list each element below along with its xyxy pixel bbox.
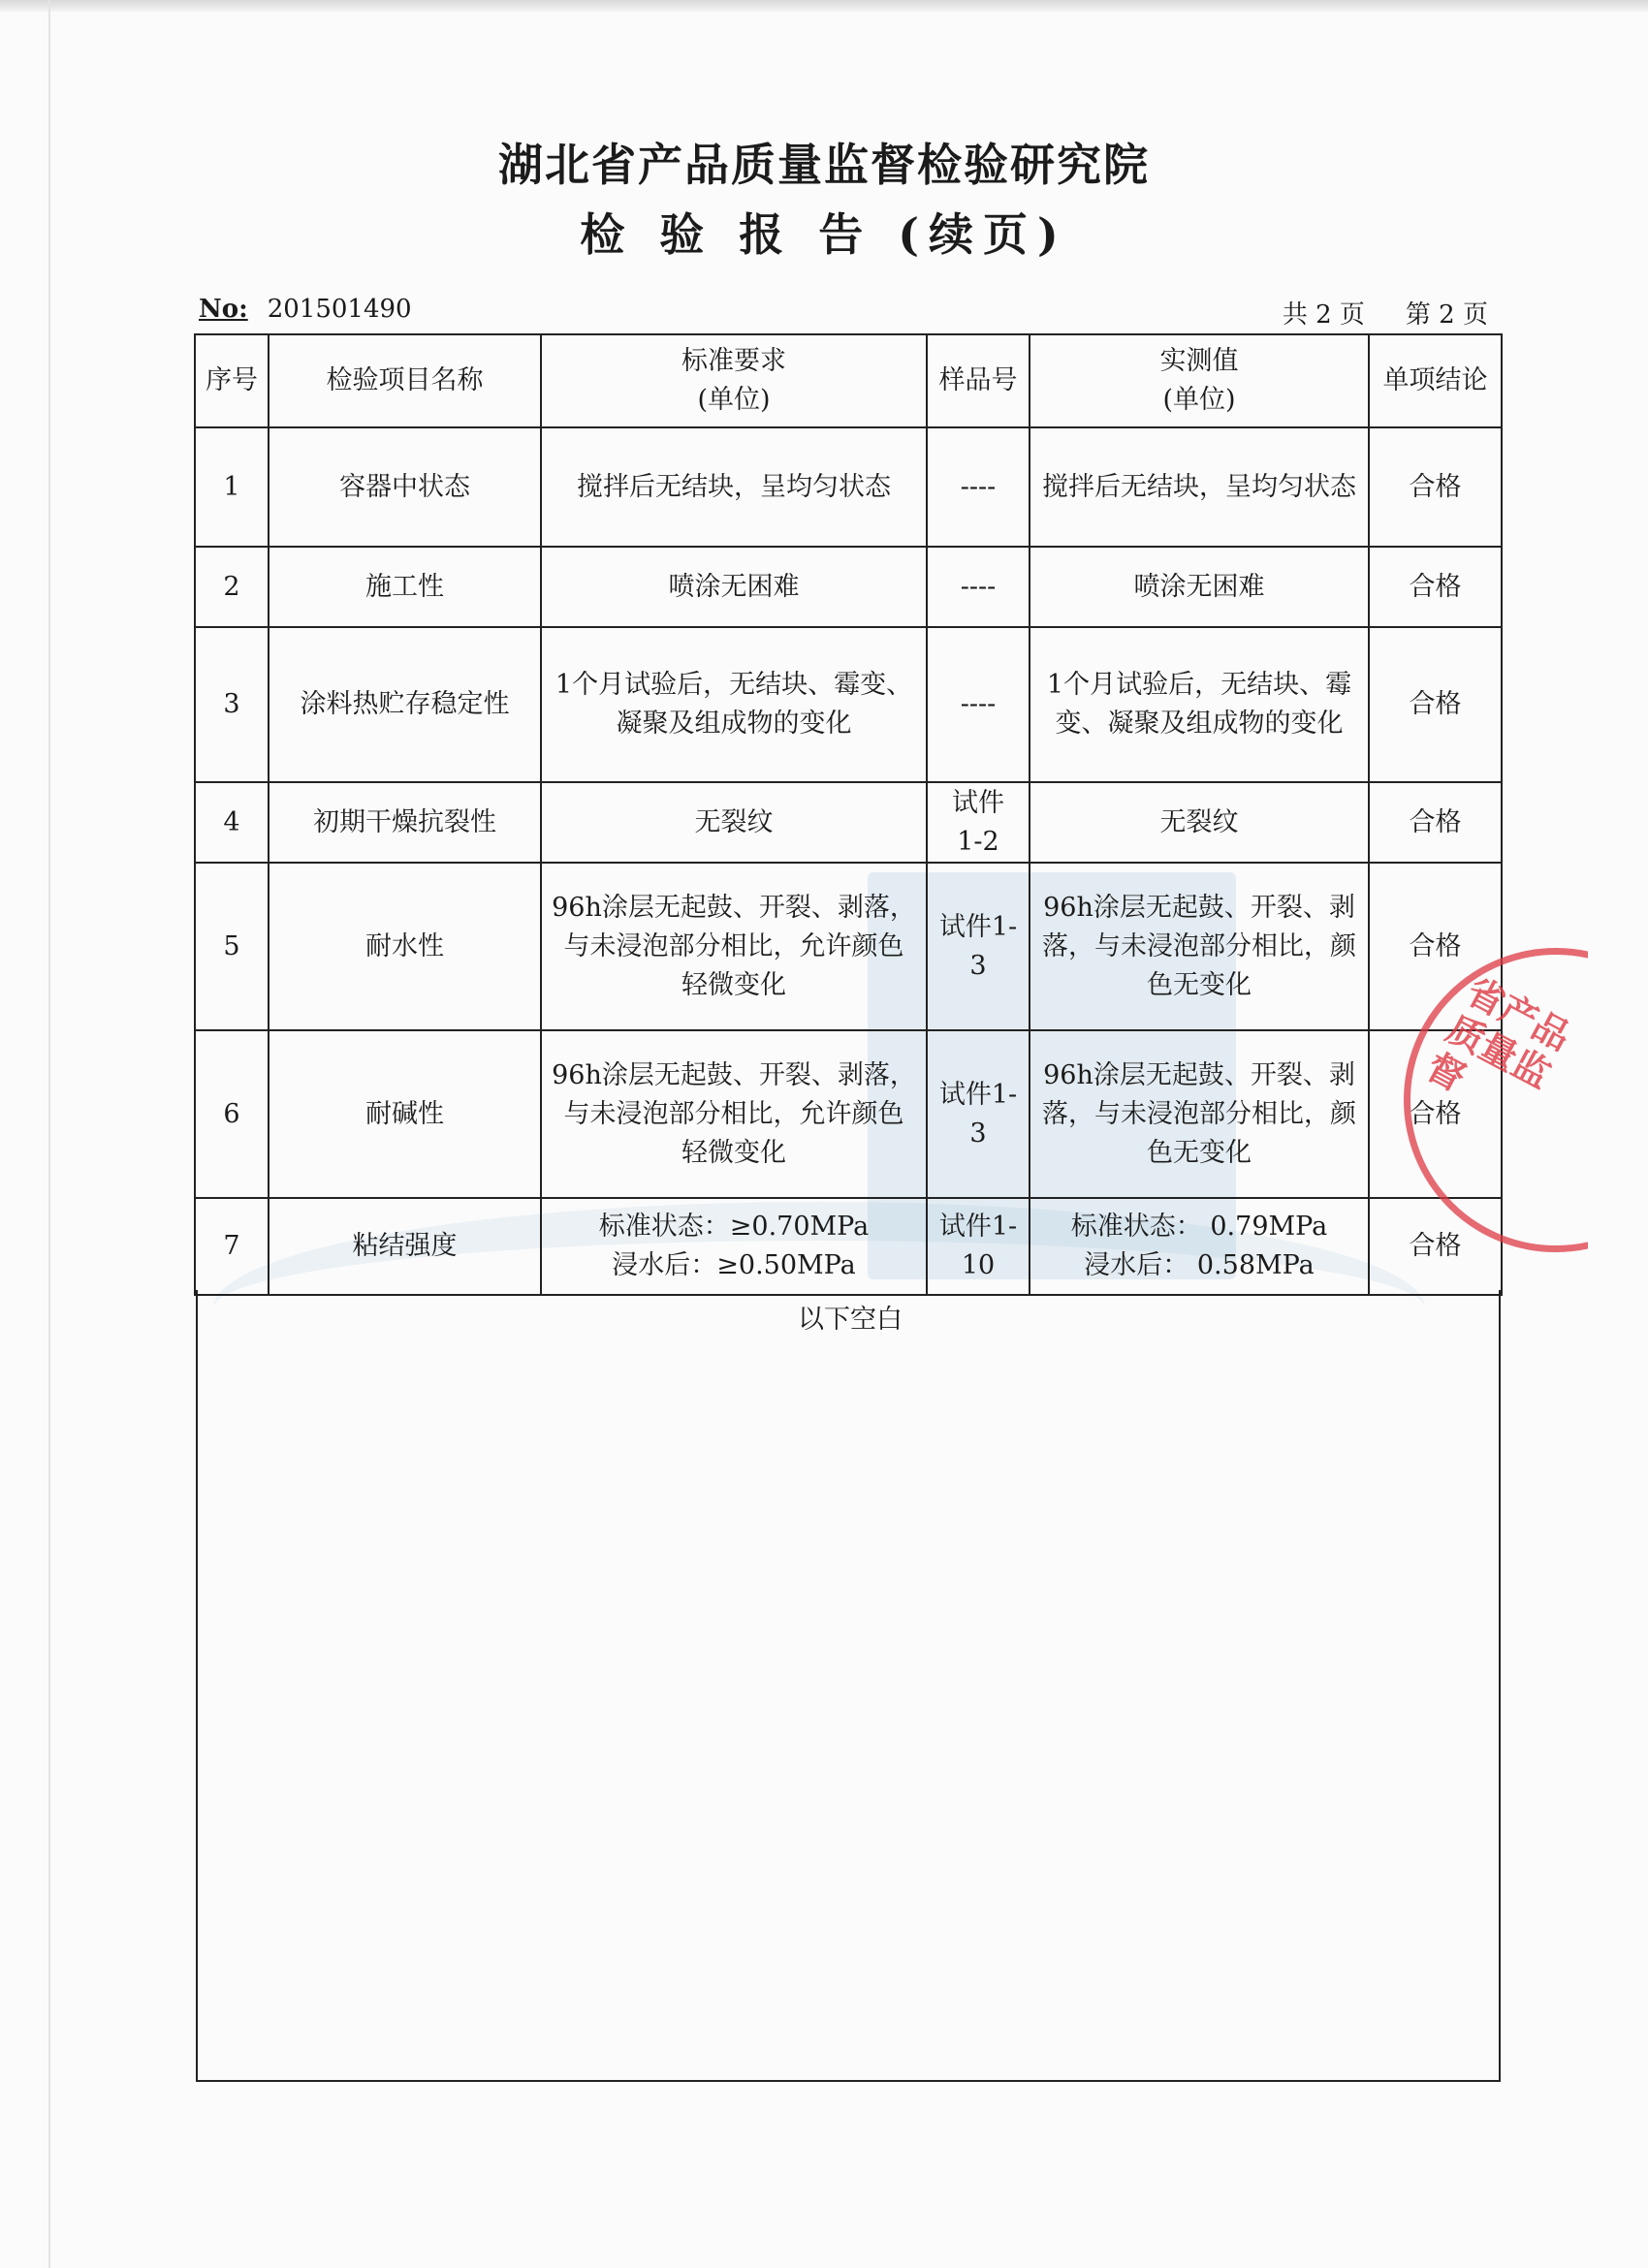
scan-left-edge [48,0,50,2268]
cell-result: 合格 [1369,427,1502,547]
official-seal [1404,948,1588,1252]
total-pages: 共 2 页 [1282,300,1365,330]
cell-standard: 96h涂层无起鼓、开裂、剥落，与未浸泡部分相比，允许颜色轻微变化 [541,863,927,1030]
cell-item: 耐水性 [269,863,541,1030]
cell-item: 耐碱性 [269,1030,541,1198]
cell-measured: 搅拌后无结块，呈均匀状态 [1030,427,1369,547]
table-row [195,782,1502,863]
cell-index: 3 [195,627,269,782]
table-row [195,1030,1502,1198]
cell-standard: 96h涂层无起鼓、开裂、剥落，与未浸泡部分相比，允许颜色轻微变化 [541,1030,927,1198]
cell-index: 5 [195,863,269,1030]
report-title: 检 验 报 告 (续页) [580,208,1068,261]
cell-index: 2 [195,547,269,627]
report-number-label: No: [199,295,248,324]
cell-item: 涂料热贮存稳定性 [269,627,541,782]
blank-area [196,1290,1501,2082]
table-row [195,427,1502,547]
cell-sample: ---- [927,427,1030,547]
cell-item: 粘结强度 [269,1198,541,1295]
cell-sample: 试件1- 3 [927,863,1030,1030]
cell-sample: 试件 1-2 [927,782,1030,863]
col-header-measured: 实测值 (单位) [1030,334,1369,427]
cell-measured: 喷涂无困难 [1030,547,1369,627]
col-header-standard: 标准要求 (单位) [541,334,927,427]
cell-result: 合格 [1369,547,1502,627]
page-info [1242,295,1488,331]
cell-measured: 96h涂层无起鼓、开裂、剥落，与未浸泡部分相比，颜色无变化 [1030,863,1369,1030]
cell-standard: 1个月试验后，无结块、霉变、凝聚及组成物的变化 [541,627,927,782]
col-header-sample: 样品号 [927,334,1030,427]
cell-item: 施工性 [269,547,541,627]
table-header-row [195,334,1502,427]
cell-standard: 搅拌后无结块，呈均匀状态 [541,427,927,547]
cell-sample: ---- [927,547,1030,627]
cell-index: 1 [195,427,269,547]
cell-item: 容器中状态 [269,427,541,547]
cell-sample: 试件1- 10 [927,1198,1030,1295]
table-row [195,1198,1502,1295]
cell-standard: 无裂纹 [541,782,927,863]
cell-result: 合格 [1369,863,1502,1030]
cell-standard: 喷涂无困难 [541,547,927,627]
col-header-result: 单项结论 [1369,334,1502,427]
cell-sample: ---- [927,627,1030,782]
institute-title: 湖北省产品质量监督检验研究院 [498,139,1150,191]
current-page: 第 2 页 [1405,300,1488,330]
table-row [195,547,1502,627]
cell-measured: 无裂纹 [1030,782,1369,863]
cell-index: 6 [195,1030,269,1198]
cell-index: 7 [195,1198,269,1295]
report-number-value: 201501490 [267,295,412,324]
table-row [195,863,1502,1030]
cell-result: 合格 [1369,627,1502,782]
cell-sample: 试件1- 3 [927,1030,1030,1198]
cell-measured: 标准状态： 0.79MPa 浸水后： 0.58MPa [1030,1198,1369,1295]
col-header-index: 序号 [195,334,269,427]
seal-text: 省产品质量监督 [1419,968,1578,1100]
inspection-table [194,333,1503,1296]
cell-index: 4 [195,782,269,863]
cell-item: 初期干燥抗裂性 [269,782,541,863]
cell-result: 合格 [1369,782,1502,863]
col-header-item: 检验项目名称 [269,334,541,427]
blank-note: 以下空白 [798,1305,903,1335]
table-row [195,627,1502,782]
cell-result: 合格 [1369,1030,1502,1198]
cell-result: 合格 [1369,1198,1502,1295]
report-number [199,295,412,324]
cell-standard: 标准状态：≥0.70MPa 浸水后：≥0.50MPa [541,1198,927,1295]
cell-measured: 1个月试验后，无结块、霉变、凝聚及组成物的变化 [1030,627,1369,782]
scan-top-edge [0,0,1648,12]
cell-measured: 96h涂层无起鼓、开裂、剥落，与未浸泡部分相比，颜色无变化 [1030,1030,1369,1198]
